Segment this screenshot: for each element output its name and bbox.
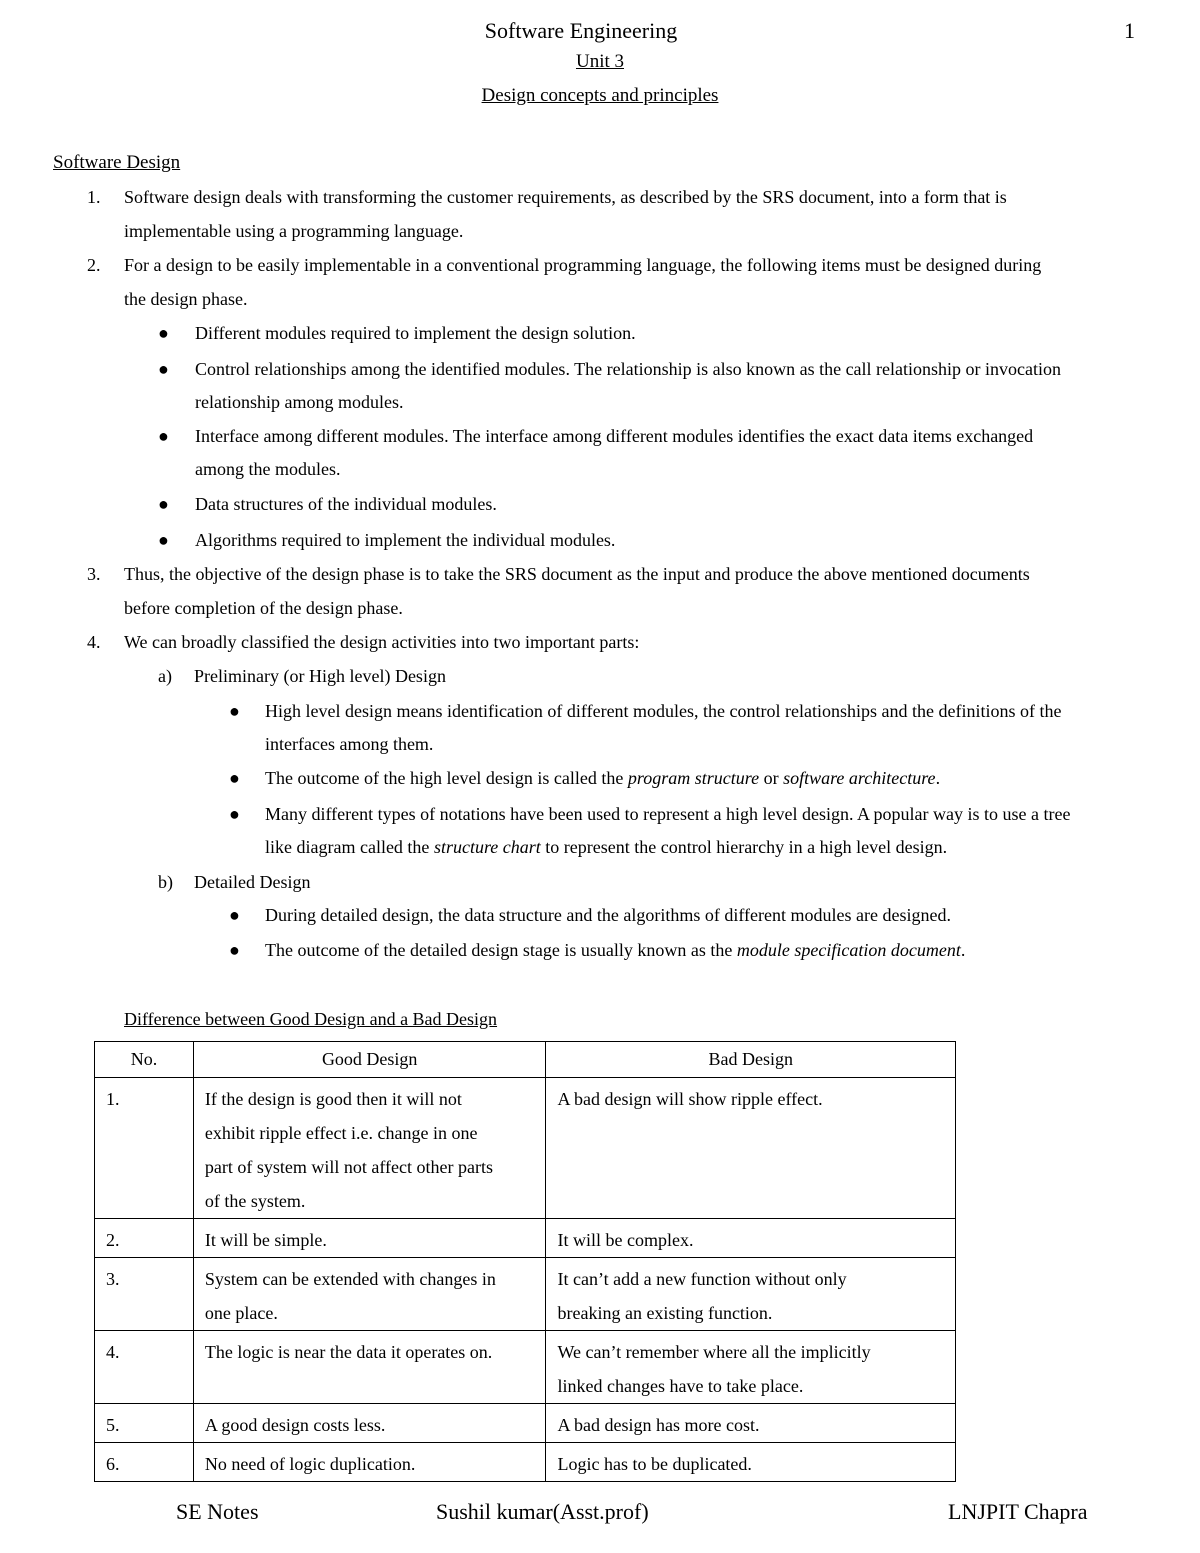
bullet-icon: ● xyxy=(158,530,169,550)
cell-bad: It will be complex. xyxy=(546,1219,956,1258)
table-row xyxy=(95,1219,956,1258)
emphasis-term: software architecture xyxy=(783,768,936,788)
cell-no: 1. xyxy=(95,1078,194,1219)
item-text-line: Thus, the objective of the design phase is to take the SRS document as the input and produce the above mentioned documents xyxy=(124,564,1030,584)
list-number: 1. xyxy=(87,187,101,207)
part-title: Preliminary (or High level) Design xyxy=(194,666,446,686)
bullet-icon: ● xyxy=(158,359,169,379)
footer-right: LNJPIT Chapra xyxy=(948,1499,1088,1524)
part-title: Detailed Design xyxy=(194,872,311,892)
cell-good: No need of logic duplication. xyxy=(193,1443,546,1482)
comparison-heading: Difference between Good Design and a Bad Design xyxy=(124,1009,498,1029)
bullet-icon: ● xyxy=(158,323,169,343)
bullet-icon: ● xyxy=(229,940,240,960)
table-row xyxy=(95,1258,956,1331)
cell-no: 5. xyxy=(95,1404,194,1443)
list-number: 3. xyxy=(87,564,101,584)
table-header-row xyxy=(95,1042,956,1078)
column-header-good: Good Design xyxy=(193,1042,546,1078)
emphasis-term: structure chart xyxy=(433,837,541,857)
bullet-text: During detailed design, the data structure and the algorithms of different modules are designed. xyxy=(265,905,951,925)
emphasis-term: program structure xyxy=(627,768,760,788)
column-header-no: No. xyxy=(95,1042,194,1078)
bullet-text: Data structures of the individual modules. xyxy=(195,494,497,514)
bullet-text: relationship among modules. xyxy=(195,392,404,412)
bullet-icon: ● xyxy=(229,701,240,721)
sublist-letter: b) xyxy=(158,872,173,892)
cell-good: The logic is near the data it operates on. xyxy=(193,1331,546,1404)
footer-center: Sushil kumar(Asst.prof) xyxy=(436,1499,649,1524)
table-row xyxy=(95,1443,956,1482)
unit-label: Unit 3 xyxy=(575,51,625,72)
section-heading: Software Design xyxy=(53,152,181,173)
cell-bad: A bad design will show ripple effect. xyxy=(546,1078,956,1219)
bullet-text: among the modules. xyxy=(195,459,341,479)
bullet-text: Interface among different modules. The interface among different modules identifies the exact data items exchanged xyxy=(195,426,1034,446)
bullet-text: interfaces among them. xyxy=(265,734,434,754)
cell-bad: A bad design has more cost. xyxy=(546,1404,956,1443)
cell-no: 4. xyxy=(95,1331,194,1404)
footer-left: SE Notes xyxy=(176,1499,259,1524)
cell-no: 2. xyxy=(95,1219,194,1258)
table-row xyxy=(95,1404,956,1443)
bullet-icon: ● xyxy=(229,768,240,788)
bullet-text: The outcome of the detailed design stage is usually known as the module specification document. xyxy=(265,940,966,960)
cell-bad: It can’t add a new function without only breaking an existing function. xyxy=(546,1258,956,1331)
cell-bad: We can’t remember where all the implicitly linked changes have to take place. xyxy=(546,1331,956,1404)
column-header-bad: Bad Design xyxy=(546,1042,956,1078)
bullet-icon: ● xyxy=(229,804,240,824)
cell-no: 6. xyxy=(95,1443,194,1482)
bullet-text: Many different types of notations have been used to represent a high level design. A popular way is to use a tree xyxy=(265,804,1071,824)
cell-good: A good design costs less. xyxy=(193,1404,546,1443)
bullet-icon: ● xyxy=(158,494,169,514)
item-text-line: For a design to be easily implementable in a conventional programming language, the following items must be designed during xyxy=(124,255,1042,275)
item-text-line: Software design deals with transforming the customer requirements, as described by the SRS document, into a form that is xyxy=(124,187,1007,207)
cell-bad: Logic has to be duplicated. xyxy=(546,1443,956,1482)
page-number: 1 xyxy=(1124,18,1135,43)
bullet-text: like diagram called the structure chart to represent the control hierarchy in a high level design. xyxy=(265,837,948,857)
item-text-line: before completion of the design phase. xyxy=(124,598,403,618)
cell-no: 3. xyxy=(95,1258,194,1331)
list-number: 2. xyxy=(87,255,101,275)
bullet-text: Different modules required to implement the design solution. xyxy=(195,323,636,343)
topic-title: Design concepts and principles xyxy=(481,85,719,106)
bullet-text: Control relationships among the identified modules. The relationship is also known as the call relationship or invocation xyxy=(195,359,1062,379)
table-row xyxy=(95,1331,956,1404)
emphasis-term: module specification document xyxy=(736,940,961,960)
cell-good: System can be extended with changes in one place. xyxy=(193,1258,546,1331)
cell-good: If the design is good then it will not exhibit ripple effect i.e. change in one part of system will not affect other parts of the system. xyxy=(193,1078,546,1219)
list-number: 4. xyxy=(87,632,101,652)
bullet-icon: ● xyxy=(229,905,240,925)
bullet-icon: ● xyxy=(158,426,169,446)
item-text-line: implementable using a programming language. xyxy=(124,221,464,241)
item-text-line: the design phase. xyxy=(124,289,248,309)
bullet-text: High level design means identification of different modules, the control relationships and the definitions of the xyxy=(265,701,1062,721)
sublist-letter: a) xyxy=(158,666,172,686)
item-text-line: We can broadly classified the design activities into two important parts: xyxy=(124,632,640,652)
table-row xyxy=(95,1078,956,1219)
bullet-text: The outcome of the high level design is called the program structure or software architecture. xyxy=(265,768,941,788)
bullet-text: Algorithms required to implement the individual modules. xyxy=(195,530,616,550)
cell-good: It will be simple. xyxy=(193,1219,546,1258)
comparison-table xyxy=(94,1041,956,1482)
document-title: Software Engineering xyxy=(484,18,678,43)
